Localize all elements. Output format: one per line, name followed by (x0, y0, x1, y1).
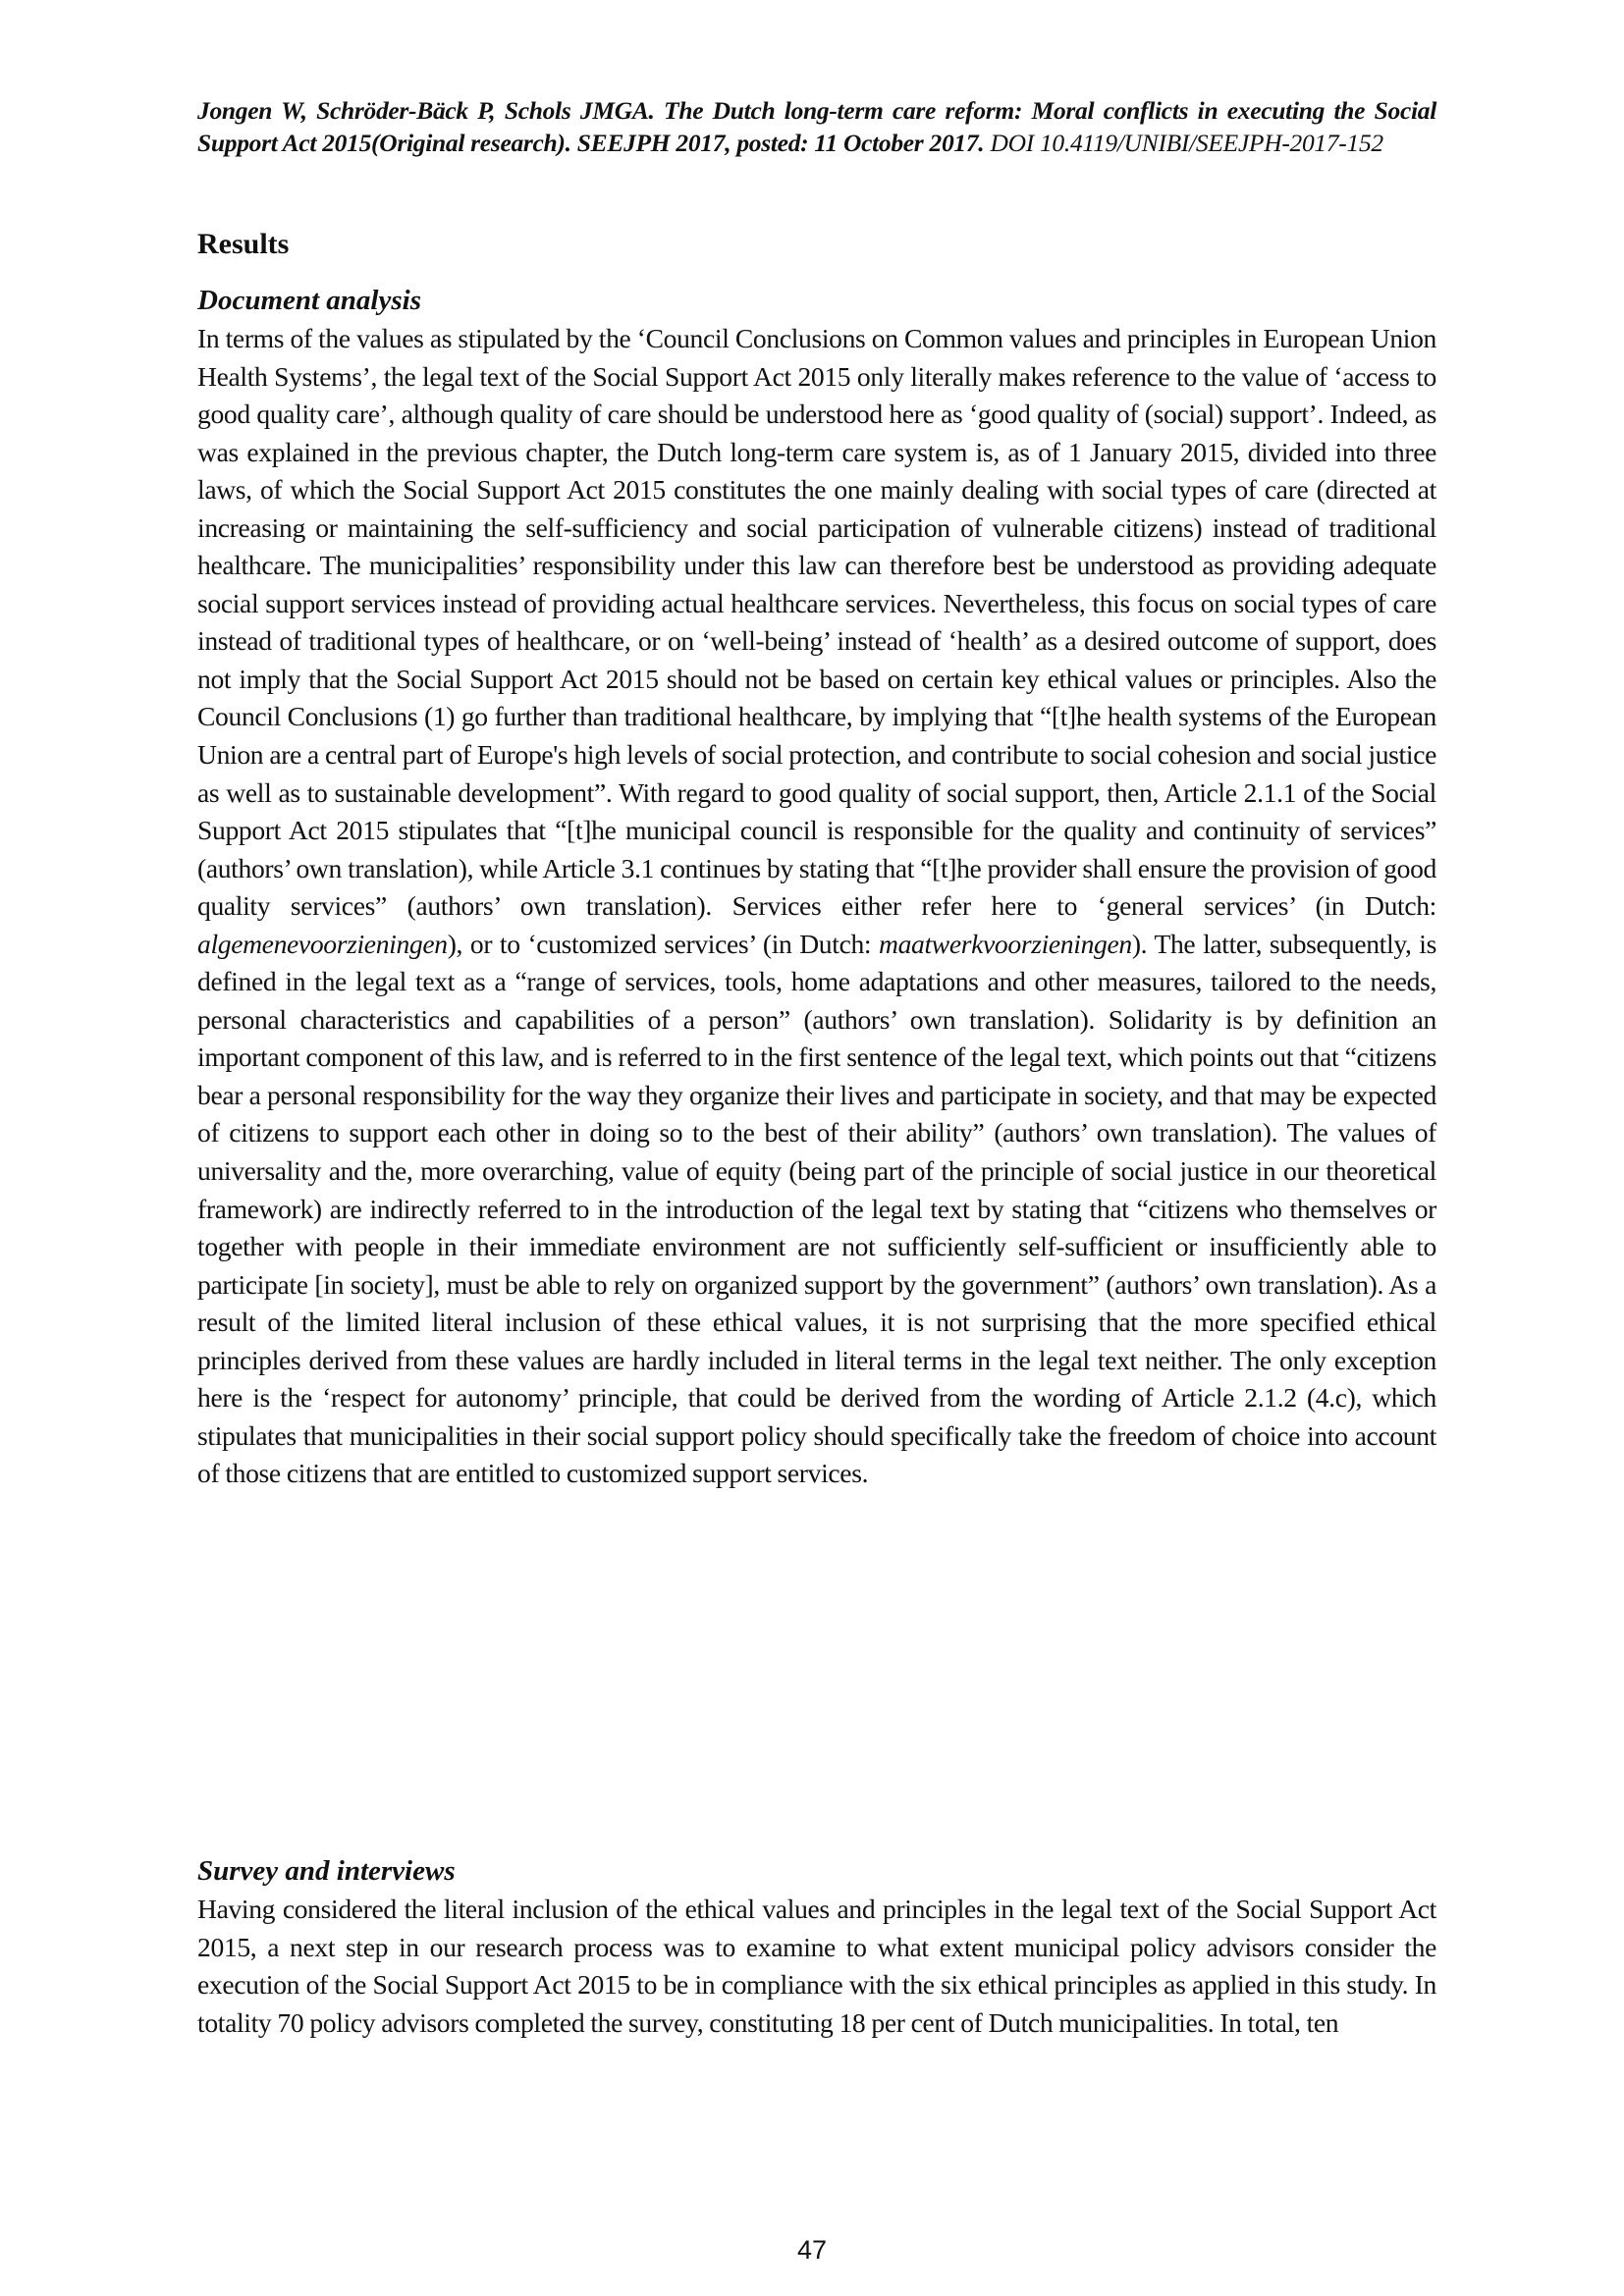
body-paragraph-survey (197, 1891, 1436, 2042)
body-paragraph-document-analysis (197, 320, 1436, 1493)
subsection-heading-survey-and-interviews: Survey and interviews (197, 1855, 456, 1887)
running-header-citation (197, 94, 1436, 159)
dutch-term-customized-services: maatwerkvoorzieningen (879, 928, 1132, 959)
dutch-term-general-services: algemenevoorzieningen (197, 928, 448, 959)
paragraph-text: In terms of the values as stipulated by the ‘Council Conclusions on Common values and principles in European Union Health Systems’, the legal text of the Social Support Act 2015 only literally makes reference to the value of ‘access to good quality care’, although quality of care should be understood here as ‘good quality of (social) support’. Indeed, as was explained in the previous chapter, the Dutch long-term care system is, as of 1 January 2015, divided into three laws, of which the Social Support Act 2015 constitutes the one mainly dealing with social types of care (directed at increasing or maintaining the self-sufficiency and social participation of vulnerable citizens) instead of traditional healthcare. The municipalities’ responsibility under this law can therefore best be understood as providing adequate social support services instead of providing actual healthcare services. Nevertheless, this focus on social types of care instead of traditional types of healthcare, or on ‘well-being’ instead of ‘health’ as a desired outcome of support, does not imply that the Social Support Act 2015 should not be based on certain key ethical values or principles. Also the Council Conclusions (1) go further than traditional healthcare, by implying that “[t]he health systems of the European Union are a central part of Europe's high levels of social protection, and contribute to social cohesion and social justice as well as to sustainable development”. With regard to good quality of social support, then, Article 2.1.1 of the Social Support Act 2015 stipulates that “[t]he municipal council is responsible for the quality and continuity of services” (authors’ own translation), while Article 3.1 continues by stating that “[t]he provider shall ensure the provision of good quality services” (authors’ own translation). Services either refer here to ‘general services’ (in Dutch: (197, 323, 1436, 922)
doi-text: DOI 10.4119/UNIBI/SEEJPH-2017-152 (990, 129, 1383, 157)
page-number: 47 (796, 2235, 828, 2265)
paragraph-text: ), or to ‘customized services’ (in Dutch: (447, 928, 879, 959)
subsection-heading-document-analysis: Document analysis (197, 285, 421, 316)
paragraph (197, 320, 1436, 1493)
paragraph: Having considered the literal inclusion of the ethical values and principles in the legal text of the Social Support Act 2015, a next step in our research process was to examine to what extent municipal policy advisors consider the execution of the Social Support Act 2015 to be in compliance with the six ethical principles as applied in this study. In totality 70 policy advisors completed the survey, constituting 18 per cent of Dutch municipalities. In total, ten (197, 1894, 1436, 2038)
citation-text: Jongen W, Schröder-Bäck P, Schols JMGA. The Dutch long-term care reform: Moral conflicts in executing the Social Support Act 2015(Original research). SEEJPH 2017, posted: 11 October 2017. (197, 96, 1436, 157)
section-heading-results: Results (197, 228, 290, 260)
paragraph-text: ). The latter, subsequently, is defined in the legal text as a “range of services, tools, home adaptations and other measures, tailored to the needs, personal characteristics and capabilities of a person” (authors’ own translation). Solidarity is by definition an important component of this law, and is referred to in the first sentence of the legal text, which points out that “citizens bear a personal responsibility for the way they organize their lives and participate in society, and that may be expected of citizens to support each other in doing so to the best of their ability” (authors’ own translation). The values of universality and the, more overarching, value of equity (being part of the principle of social justice in our theoretical framework) are indirectly referred to in the introduction of the legal text by stating that “citizens who themselves or together with people in their immediate environment are not sufficiently self-sufficient or insufficiently able to participate [in society], must be able to rely on organized support by the government” (authors’ own translation). As a result of the limited literal inclusion of these ethical values, it is not surprising that the more specified ethical principles derived from these values are hardly included in literal terms in the legal text neither. The only exception here is the ‘respect for autonomy’ principle, that could be derived from the wording of Article 2.1.2 (4.c), which stipulates that municipalities in their social support policy should specifically take the freedom of choice into account of those citizens that are entitled to customized support services. (197, 928, 1436, 1489)
